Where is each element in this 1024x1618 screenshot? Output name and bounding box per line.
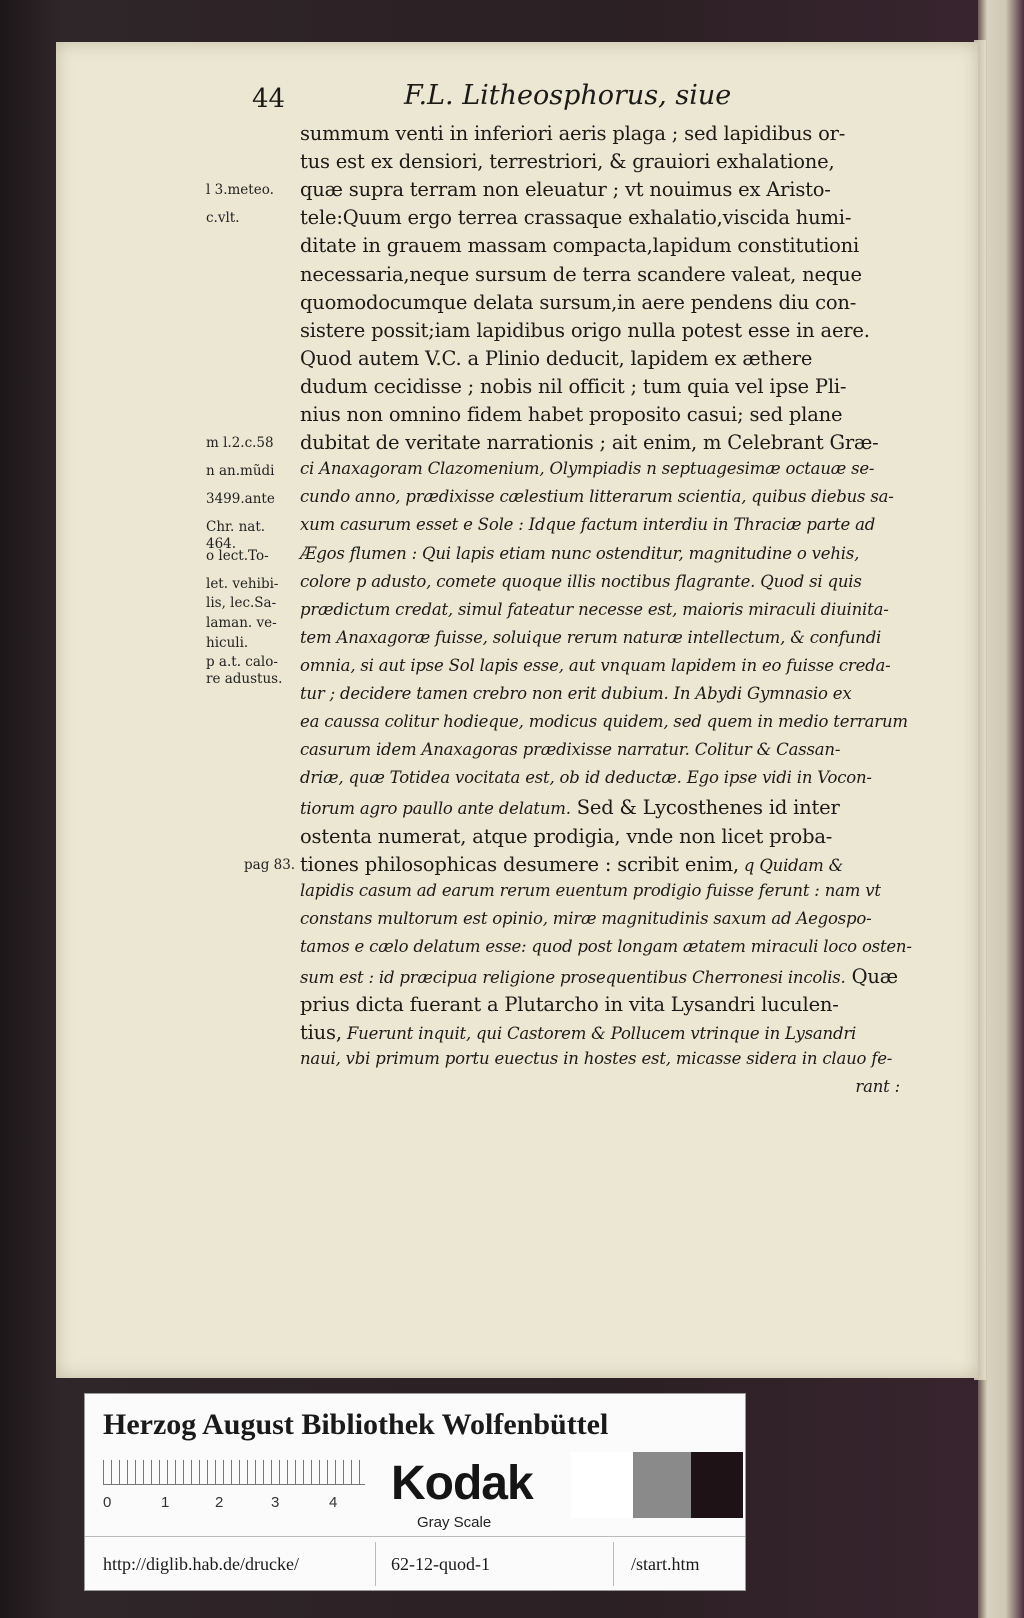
text-line bbox=[300, 853, 932, 876]
text-line: rant : bbox=[855, 1077, 900, 1097]
gray-swatch-dark bbox=[691, 1452, 743, 1518]
text-line: Quod autem V.C. a Plinio deducit, lapidem ex æthere bbox=[300, 346, 813, 370]
url-segment: http://diglib.hab.de/drucke/ bbox=[103, 1554, 299, 1574]
ruler-number: 3 bbox=[271, 1494, 280, 1511]
ruler-number: 1 bbox=[161, 1494, 170, 1511]
text-line: dudum cecidisse ; nobis nil officit ; tum quia vel ipse Pli- bbox=[300, 374, 847, 398]
footer-divider bbox=[85, 1536, 745, 1537]
text-fragment: sum est : id præcipua religione prosequentibus Cherronesi incolis. bbox=[300, 968, 846, 987]
measure-ruler bbox=[103, 1460, 373, 1488]
text-line: cundo anno, prædixisse cælestium litterarum scientia, quibus diebus sa- bbox=[300, 487, 894, 507]
text-line: tus est ex densiori, terrestriori, & grauiori exhalatione, bbox=[300, 150, 835, 174]
ruler-number: 0 bbox=[103, 1494, 112, 1511]
text-fragment: Fuerunt inquit, qui Castorem & Pollucem vtrinque in Lysandri bbox=[341, 1024, 857, 1044]
margin-note: l 3.meteo. bbox=[206, 182, 274, 199]
text-line: quæ supra terram non eleuatur ; vt nouimus ex Aristo- bbox=[300, 178, 831, 202]
text-line: xum casurum esset e Sole : Idque factum interdiu in Thraciæ parte ad bbox=[300, 515, 876, 535]
text-line: nius non omnino fidem habet proposito casui; sed plane bbox=[300, 403, 843, 426]
library-name: Herzog August Bibliothek Wolfenbüttel bbox=[103, 1408, 609, 1441]
text-line: driæ, quæ Totidea vocitata est, ob id deductæ. Ego ipse vidi in Vocon- bbox=[300, 768, 872, 788]
text-fragment: tiones philosophicas desumere : scribit enim, bbox=[300, 852, 739, 876]
running-title: F.L. Litheosphorus, siue bbox=[404, 80, 732, 111]
scan-footer-card bbox=[84, 1393, 746, 1591]
text-line: Ægos flumen : Qui lapis etiam nunc ostenditur, magnitudine o vehis, bbox=[300, 543, 860, 563]
text-fragment: tius, bbox=[300, 1021, 342, 1045]
text-line: ea caussa colitur hodieque, modicus quidem, sed quem in medio terrarum bbox=[300, 712, 908, 732]
margin-note: o lect.To- bbox=[206, 547, 269, 564]
text-line bbox=[300, 965, 932, 988]
text-line: necessaria,neque sursum de terra scandere valeat, neque bbox=[300, 262, 862, 286]
kodak-logo: Kodak bbox=[391, 1457, 533, 1510]
text-line: constans multorum est opinio, miræ magnitudinis saxum ad Aegospo- bbox=[300, 908, 872, 928]
footer-divider bbox=[613, 1542, 614, 1586]
text-line: ostenta numerat, atque prodigia, vnde non licet proba- bbox=[300, 824, 833, 848]
margin-note: hiculi. bbox=[206, 634, 249, 651]
text-fragment: tiorum agro paullo ante delatum. bbox=[300, 799, 571, 819]
text-line: sistere possit;iam lapidibus origo nulla potest esse in aere. bbox=[300, 318, 870, 342]
text-line: dubitat de veritate narrationis ; ait enim, m Celebrant Græ- bbox=[300, 431, 879, 455]
text-line: quomodocumque delata sursum,in aere pendens diu con- bbox=[300, 290, 857, 314]
margin-note: m l.2.c.58 bbox=[206, 435, 274, 452]
text-line: ditate in grauem massam compacta,lapidum constitutioni bbox=[300, 234, 860, 258]
url-segment: /start.htm bbox=[631, 1554, 700, 1574]
text-line: lapidis casum ad earum rerum euentum prodigio fuisse ferunt : nam vt bbox=[300, 880, 881, 900]
text-line: naui, vbi primum portu euectus in hostes est, micasse sidera in clauo fe- bbox=[300, 1049, 893, 1069]
text-line: summum venti in inferiori aeris plaga ; sed lapidibus or- bbox=[300, 122, 846, 145]
text-line: prædictum credat, simul fateatur necesse est, maioris miraculi diuinita- bbox=[300, 599, 889, 619]
margin-note: re adustus. bbox=[206, 671, 283, 688]
text-line bbox=[300, 1021, 932, 1044]
text-line: omnia, si aut ipse Sol lapis esse, aut vnquam lapidem in eo fuisse creda- bbox=[300, 655, 891, 675]
text-line: casurum idem Anaxagoras prædixisse narratur. Colitur & Cassan- bbox=[300, 740, 841, 760]
text-fragment: Quæ bbox=[845, 965, 898, 988]
margin-note: pag 83. bbox=[244, 856, 296, 873]
text-line: tele:Quum ergo terrea crassaque exhalatio,viscida humi- bbox=[300, 206, 852, 230]
margin-note: lis, lec.Sa- bbox=[206, 595, 277, 612]
gray-scale-label: Gray Scale bbox=[417, 1514, 492, 1531]
page-header bbox=[252, 80, 812, 116]
text-line bbox=[300, 796, 932, 819]
text-line: tur ; decidere tamen crebro non erit dubium. In Abydi Gymnasio ex bbox=[300, 684, 852, 703]
gray-swatch-white bbox=[571, 1452, 633, 1518]
ruler-number: 2 bbox=[215, 1494, 224, 1511]
footer-divider bbox=[375, 1542, 376, 1586]
text-line: tem Anaxagoræ fuisse, soluique rerum naturæ intellectum, & confundi bbox=[300, 627, 882, 647]
text-line: colore p adusto, comete quoque illis noctibus flagrante. Quod si quis bbox=[300, 571, 862, 591]
ruler-number: 4 bbox=[329, 1494, 338, 1511]
margin-note: 3499.ante bbox=[206, 491, 275, 508]
margin-note: Chr. nat. bbox=[206, 519, 266, 536]
url-segment: 62-12-quod-1 bbox=[391, 1554, 490, 1574]
text-line: prius dicta fuerant a Plutarcho in vita Lysandri luculen- bbox=[300, 993, 839, 1017]
ruler-ticks bbox=[103, 1460, 365, 1485]
margin-note: laman. ve- bbox=[206, 614, 277, 631]
margin-note: 464. bbox=[206, 536, 237, 553]
text-line: tamos e cælo delatum esse: quod post longam ætatem miraculi loco osten- bbox=[300, 936, 912, 956]
margin-note: let. vehibi- bbox=[206, 575, 279, 592]
text-fragment: q Quidam & bbox=[738, 855, 844, 875]
margin-note: c.vlt. bbox=[206, 210, 240, 227]
margin-note: n an.mũdi bbox=[206, 463, 275, 480]
page-number: 44 bbox=[252, 84, 286, 114]
gray-swatch-mid bbox=[633, 1452, 691, 1518]
text-line: ci Anaxagoram Clazomenium, Olympiadis n septuagesimæ octauæ se- bbox=[300, 459, 875, 479]
margin-note: p a.t. calo- bbox=[206, 654, 278, 671]
text-fragment: Sed & Lycosthenes id inter bbox=[570, 796, 840, 820]
